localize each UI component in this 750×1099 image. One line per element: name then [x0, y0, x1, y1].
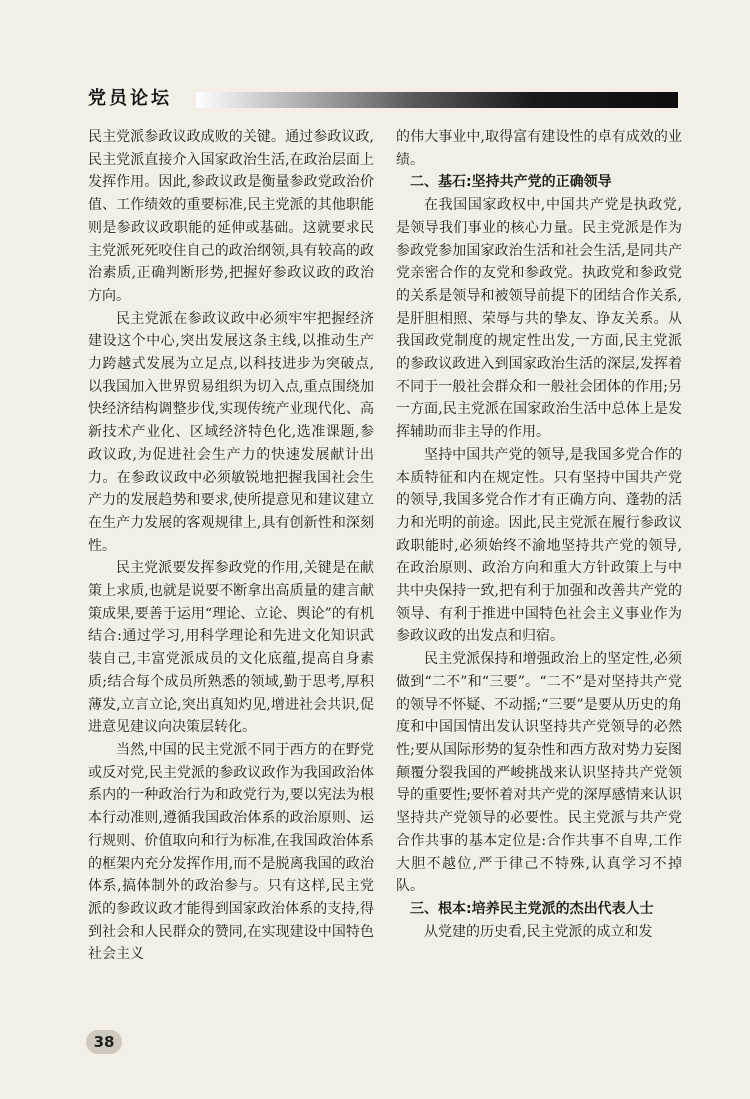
- paragraph: 坚持中国共产党的领导,是我国多党合作的本质特征和内在规定性。只有坚持中国共产党的领导,我国多党合作才有正确方向、蓬勃的活力和光明的前途。因此,民主党派在履行参政议政职能时,必须始终不渝地坚持共产党的领导,在政治原则、政治方向和重大方针政策上与中共中央保持一致,把有利于加强和改善共产党的领导、有利于推进中国特色社会主义事业作为参政议政的出发点和归宿。: [396, 446, 682, 645]
- page-number: 38: [86, 1030, 122, 1054]
- header-gradient-bar: [196, 92, 678, 108]
- paragraph: 当然,中国的民主党派不同于西方的在野党或反对党,民主党派的参政议政作为我国政治体系内的一种政治行为和政党行为,要以宪法为根本行动准则,遵循我国政治体系的政治原则、运行规则、价值取向和行为标准,在我国政治体系的框架内充分发挥作用,而不是脱离我国的政治体系,搞体制外的政治参与。只有这样,民主党派的参政议政才能得到国家政治体系的支持,得到社会和人民群众的赞同,在实现建设中国特色社会主义: [88, 741, 374, 963]
- section-heading-3: 三、根本:培养民主党派的杰出代表人士: [410, 900, 654, 917]
- section-heading-2: 二、基石:坚持共产党的正确领导: [410, 174, 612, 191]
- paragraph: 民主党派在参政议政中必须牢牢把握经济建设这个中心,突出发展这条主线,以推动生产力跨越式发展为立足点,以科技进步为突破点,以我国加入世界贸易组织为切入点,重点围绕加快经济结构调整步伐,实现传统产业现代化、高新技术产业化、区域经济特色化,选准课题,参政议政,为促进社会生产力的快速发展献计出力。在参政议政中必须敏锐地把握我国社会生产力的发展趋势和要求,使所提意见和建议建立在生产力发展的客观规律上,具有创新性和深刻性。: [88, 310, 374, 554]
- paragraph: 从党建的历史看,民主党派的成立和发: [424, 923, 653, 940]
- page-header: [88, 86, 678, 112]
- paragraph: 在我国国家政权中,中国共产党是执政党,是领导我们事业的核心力量。民主党派是作为参政党参加国家政治生活和社会生活,是同共产党亲密合作的友党和参政党。执政党和参政党的关系是领导和被领导前提下的团结合作关系,是肝胆相照、荣辱与共的挚友、诤友关系。从我国政党制度的规定性出发,一方面,民主党派的参政议政进入到国家政治生活的深层,发挥着不同于一般社会群众和一般社会团体的作用;另一方面,民主党派在国家政治生活中总体上是发挥辅助而非主导的作用。: [396, 197, 682, 441]
- paragraph: 民主党派参政议政成败的关键。通过参政议政,民主党派直接介入国家政治生活,在政治层面上发挥作用。因此,参政议政是衡量参政党政治价值、工作绩效的重要标准,民主党派的其他职能则是参政议政职能的延伸或基础。这就要求民主党派死死咬住自己的政治纲领,具有较高的政治素质,正确判断形势,把握好参政议政的政治方向。: [88, 129, 374, 304]
- left-column: [88, 126, 374, 966]
- paragraph: 民主党派要发挥参政党的作用,关键是在献策上求质,也就是说要不断拿出高质量的建言献策成果,要善于运用“理论、立论、舆论”的有机结合:通过学习,用科学理论和先进文化知识武装自己,丰富党派成员的文化底蕴,提高自身素质;结合每个成员所熟悉的领域,勤于思考,厚积薄发,立言立论,突出真知灼见,增进社会共识,促进意见建议向决策层转化。: [88, 560, 374, 736]
- section-title: 党员论坛: [88, 88, 172, 109]
- paragraph: 的伟大事业中,取得富有建设性的卓有成效的业绩。: [396, 129, 682, 168]
- right-column: [396, 126, 682, 943]
- paragraph: 民主党派保持和增强政治上的坚定性,必须做到“二不”和“三要”。“二不”是对坚持共产党的领导不怀疑、不动摇;“三要”是要从历史的角度和中国国情出发认识坚持共产党领导的必然性;要从国际形势的复杂性和西方敌对势力妄图颠覆分裂我国的严峻挑战来认识坚持共产党领导的重要性;要怀着对共产党的深厚感情来认识坚持共产党领导的必要性。民主党派与共产党合作共事的基本定位是:合作共事不自卑,工作大胆不越位,严于律己不特殊,认真学习不掉队。: [396, 651, 682, 895]
